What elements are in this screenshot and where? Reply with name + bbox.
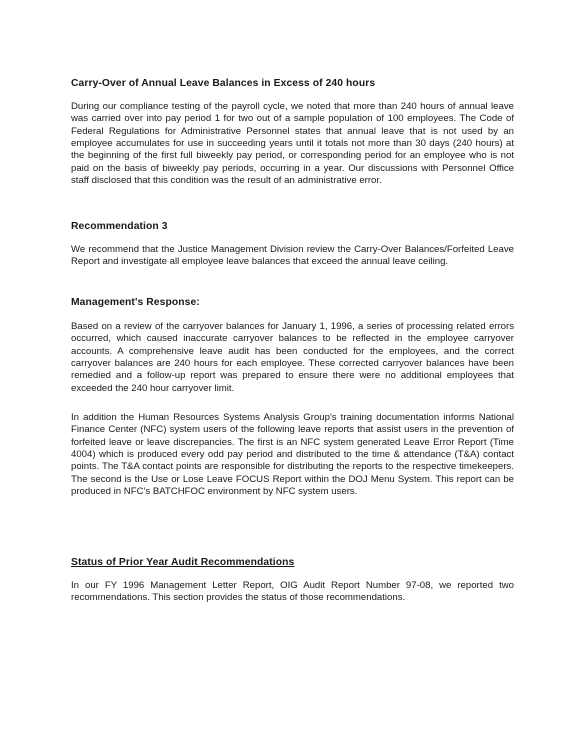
status-paragraph: In our FY 1996 Management Letter Report, OIG Audit Report Number 97-08, we reported two recommendations. This section provides the status of those recommendations. [71,580,514,604]
recommendation-heading: Recommendation 3 [71,221,168,232]
carryover-heading: Carry-Over of Annual Leave Balances in Excess of 240 hours [71,78,376,89]
response-paragraph-2: In addition the Human Resources Systems Analysis Group's training documentation informs National Finance Center (NFC) system users of the following leave reports that assist users in the prevention of forfeited leave or leave discrepancies. The first is an NFC system generated Leave Error Report (Time 4004) which is produced every odd pay period and distributed to the time & attendance (T&A) contact points. The T&A contact points are responsible for distributing the reports to the respective timekeepers. The second is the Use or Lose Leave FOCUS Report within the DOJ Menu System. This report can be produced in NFC's BATCHFOC environment by NFC system users. [71,412,514,498]
status-heading: Status of Prior Year Audit Recommendations [71,557,295,568]
recommendation-paragraph: We recommend that the Justice Management Division review the Carry-Over Balances/Forfeited Leave Report and investigate all employee leave balances that exceed the annual leave ceiling. [71,244,514,268]
response-heading: Management's Response: [71,297,200,308]
carryover-paragraph: During our compliance testing of the payroll cycle, we noted that more than 240 hours of annual leave was carried over into pay period 1 for two out of a sample population of 100 employees. The Code of Federal Regulations for Administrative Personnel states that annual leave that is not used by an employee accumulates for use in succeeding years until it totals not more than 30 days (240 hours) at the beginning of the first full biweekly pay period, or corresponding period for an employee who is not paid on the basis of biweekly pay periods, occurring in a year. Our discussions with Personnel Office staff disclosed that this condition was the result of an administrative error. [71,101,514,187]
response-paragraph-1: Based on a review of the carryover balances for January 1, 1996, a series of processing related errors occurred, which caused inaccurate carryover balances to be reflected in the employee carryover accounts. A comprehensive leave audit has been conducted for the employees, and the correct carryover balances are 240 hours for each employee. These corrected carryover balances have been remedied and a follow-up report was prepared to ensure there were no additional employees that exceeded the 240 hour carryover limit. [71,321,514,394]
